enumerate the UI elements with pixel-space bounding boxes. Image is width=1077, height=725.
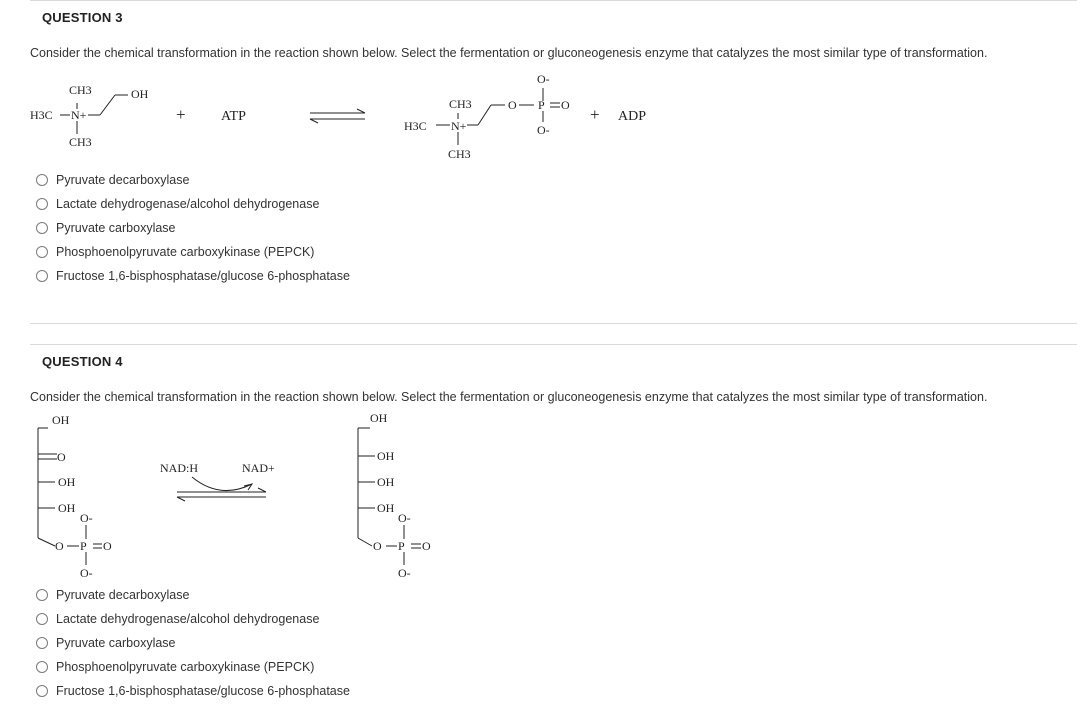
- radio-button[interactable]: [36, 270, 48, 282]
- product-o-minus-bottom: O-: [537, 123, 550, 137]
- question-4-option-5[interactable]: [36, 682, 350, 700]
- option-label: Phosphoenolpyruvate carboxykinase (PEPCK): [56, 245, 315, 259]
- option-label: Phosphoenolpyruvate carboxykinase (PEPCK): [56, 660, 315, 674]
- question-3-option-5[interactable]: [36, 267, 350, 285]
- reactant-o-minus-top: O-: [80, 511, 93, 525]
- reactant-o-minus-bottom: O-: [80, 566, 93, 580]
- question-4-option-4[interactable]: [36, 658, 314, 676]
- question-4-option-1[interactable]: [36, 586, 189, 604]
- radio-button[interactable]: [36, 613, 48, 625]
- radio-button[interactable]: [36, 637, 48, 649]
- radio-button[interactable]: [36, 589, 48, 601]
- reactant-oh-1: OH: [58, 475, 76, 489]
- reactant-oh-top: OH: [52, 413, 70, 427]
- option-label: Fructose 1,6-bisphosphatase/glucose 6-phosphatase: [56, 684, 350, 698]
- coproduct-adp: ADP: [618, 109, 647, 124]
- product-oh-3: OH: [377, 501, 395, 515]
- product-o-ester: O: [373, 539, 382, 553]
- product-phosphorus: P: [538, 98, 545, 112]
- question-divider-1: [30, 323, 1077, 324]
- question-3-prompt: Consider the chemical transformation in the reaction shown below. Select the fermentation or gluconeogenesis enzyme that catalyzes the most similar type of transformation.: [30, 46, 988, 60]
- product-o-ester: O: [508, 98, 517, 112]
- option-label: Fructose 1,6-bisphosphatase/glucose 6-phosphatase: [56, 269, 350, 283]
- option-label: Pyruvate decarboxylase: [56, 173, 190, 187]
- question-4-header: QUESTION 4: [42, 354, 123, 369]
- radio-button[interactable]: [36, 198, 48, 210]
- reactant-h3c: H3C: [30, 108, 53, 122]
- cosubstrate-atp: ATP: [221, 109, 246, 124]
- option-label: Pyruvate decarboxylase: [56, 588, 190, 602]
- question-3-option-1[interactable]: [36, 171, 189, 189]
- radio-button[interactable]: [36, 685, 48, 697]
- reactant-o-double: O: [103, 539, 112, 553]
- product-o-double: O: [422, 539, 431, 553]
- reactant-o-ester: O: [55, 539, 64, 553]
- radio-button[interactable]: [36, 661, 48, 673]
- top-divider: [30, 0, 1077, 1]
- product-phosphorus: P: [398, 539, 405, 553]
- question-divider-2: [30, 344, 1077, 345]
- plus-sign-2: +: [590, 105, 600, 124]
- product-ch3-top: CH3: [449, 97, 472, 111]
- radio-button[interactable]: [36, 174, 48, 186]
- plus-sign-1: +: [176, 105, 186, 124]
- product-h3c: H3C: [404, 119, 427, 133]
- reactant-phosphorus: P: [80, 539, 87, 553]
- reactant-keto-o: O: [57, 450, 66, 464]
- product-o-minus-bottom: O-: [398, 566, 411, 580]
- question-3-option-3[interactable]: [36, 219, 176, 237]
- product-o-double: O: [561, 98, 570, 112]
- question-3-header: QUESTION 3: [42, 10, 123, 25]
- question-3-reaction-diagram: [0, 68, 700, 168]
- product-oh-2: OH: [377, 475, 395, 489]
- cofactor-nadh: NAD:H: [160, 461, 198, 475]
- question-3-option-4[interactable]: [36, 243, 314, 261]
- radio-button[interactable]: [36, 222, 48, 234]
- product-o-minus-top: O-: [398, 511, 411, 525]
- option-label: Lactate dehydrogenase/alcohol dehydrogenase: [56, 612, 320, 626]
- reactant-n-plus: N+: [71, 108, 87, 122]
- question-4-prompt: Consider the chemical transformation in the reaction shown below. Select the fermentation or gluconeogenesis enzyme that catalyzes the most similar type of transformation.: [30, 390, 988, 404]
- option-label: Lactate dehydrogenase/alcohol dehydrogenase: [56, 197, 320, 211]
- product-oh-1: OH: [377, 449, 395, 463]
- option-label: Pyruvate carboxylase: [56, 221, 176, 235]
- reactant-ch3-top: CH3: [69, 83, 92, 97]
- option-label: Pyruvate carboxylase: [56, 636, 176, 650]
- question-3-option-2[interactable]: [36, 195, 319, 213]
- product-ch3-bottom: CH3: [448, 147, 471, 161]
- product-n-plus: N+: [451, 119, 467, 133]
- reactant-oh: OH: [131, 87, 149, 101]
- reactant-ch3-bottom: CH3: [69, 135, 92, 149]
- question-4-option-3[interactable]: [36, 634, 176, 652]
- question-4-option-2[interactable]: [36, 610, 319, 628]
- reactant-oh-2: OH: [58, 501, 76, 515]
- product-o-minus-top: O-: [537, 72, 550, 86]
- question-4-reaction-diagram: [0, 408, 700, 583]
- cofactor-nad-plus: NAD+: [242, 461, 275, 475]
- product-oh-top: OH: [370, 411, 388, 425]
- radio-button[interactable]: [36, 246, 48, 258]
